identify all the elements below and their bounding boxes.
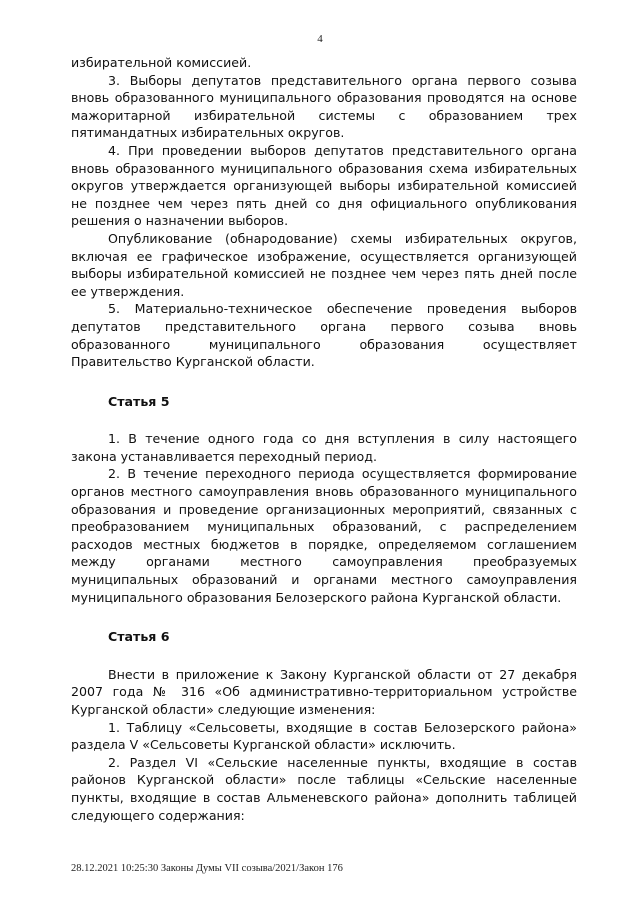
paragraph-continuation: избирательной комиссией. bbox=[71, 55, 252, 70]
article-5-paragraph-1: 1. В течение одного года со дня вступления в силу настоящего закона устанавливается переходный период. bbox=[71, 431, 577, 464]
article-5-heading: Статья 5 bbox=[108, 393, 170, 409]
document-body bbox=[71, 54, 577, 824]
article-6-heading: Статья 6 bbox=[108, 629, 170, 645]
article-6-paragraph-intro: Внести в приложение к Закону Курганской области от 27 декабря 2007 года № 316 «Об административно-территориальном устройстве Курганской области» следующие изменения: bbox=[71, 666, 577, 717]
document-footer: 28.12.2021 10:25:30 Законы Думы VII созыва/2021/Закон 176 bbox=[71, 863, 343, 874]
paragraph-item-5: 5. Материально-техническое обеспечение проведения выборов депутатов представительного органа первого созыва вновь образованного муниципального образования осуществляет Правительство Курганской области. bbox=[71, 301, 577, 370]
article-6-paragraph-1: 1. Таблицу «Сельсоветы, входящие в состав Белозерского района» раздела V «Сельсоветы Курганской области» исключить. bbox=[71, 719, 577, 753]
article-5-paragraph-2: 2. В течение переходного периода осуществляется формирование органов местного самоуправления вновь образованного муниципального образования и проведение организационных мероприятий, связанных с преобразованием муниципальных образований, с распределением расходов местных бюджетов в порядке, определяемом соглашением между органами местного самоуправления преобразуемых муниципальных образований и органами местного самоуправления муниципального образования Белозерского района Курганской области. bbox=[71, 466, 577, 605]
article-6-paragraph-2: 2. Раздел VI «Сельские населенные пункты, входящие в состав районов Курганской области» после таблицы «Сельские населенные пункты, входящие в состав Альменевского района» дополнить таблицей следующего содержания: bbox=[71, 754, 577, 823]
paragraph-item-4: 4. При проведении выборов депутатов представительного органа вновь образованного муниципального образования схема избирательных округов утверждается организующей выборы избирательной комиссией не позднее чем через пять дней со дня официального опубликования решения о назначении выборов. bbox=[71, 142, 577, 229]
paragraph-item-3: 3. Выборы депутатов представительного органа первого созыва вновь образованного муниципального образования проводятся на основе мажоритарной избирательной системы с образованием трех пятимандатных избирательных округов. bbox=[71, 72, 577, 141]
paragraph-publication: Опубликование (обнародование) схемы избирательных округов, включая ее графическое изображение, осуществляется организующей выборы избирательной комиссией не позднее чем через пять дней после ее утверждения. bbox=[71, 230, 577, 299]
page-number: 4 bbox=[317, 33, 323, 45]
